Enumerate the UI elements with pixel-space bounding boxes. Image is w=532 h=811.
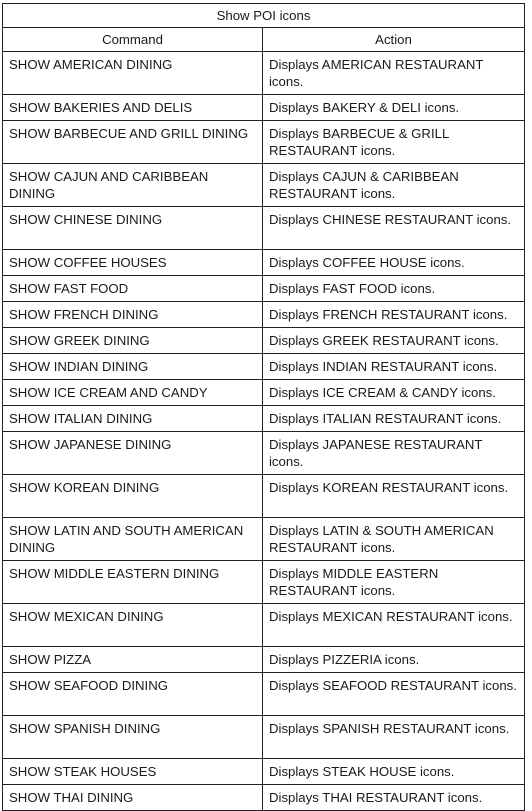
command-cell: SHOW STEAK HOUSES <box>3 759 263 785</box>
action-cell: Displays MEXICAN RESTAURANT icons. <box>263 604 525 647</box>
table-row <box>3 785 525 811</box>
table-row <box>3 673 525 716</box>
command-cell: SHOW ITALIAN DINING <box>3 406 263 432</box>
action-cell: Displays PIZZERIA icons. <box>263 647 525 673</box>
table-row <box>3 164 525 207</box>
command-cell: SHOW COFFEE HOUSES <box>3 250 263 276</box>
action-cell: Displays CHINESE RESTAURANT icons. <box>263 207 525 250</box>
table-row <box>3 207 525 250</box>
command-cell: SHOW AMERICAN DINING <box>3 52 263 95</box>
command-cell: SHOW MIDDLE EASTERN DINING <box>3 561 263 604</box>
action-cell: Displays MIDDLE EASTERN RESTAURANT icons. <box>263 561 525 604</box>
command-cell: SHOW KOREAN DINING <box>3 475 263 518</box>
command-cell: SHOW THAI DINING <box>3 785 263 811</box>
command-cell: SHOW BARBECUE AND GRILL DINING <box>3 121 263 164</box>
column-header-command: Command <box>3 28 263 52</box>
action-cell: Displays ITALIAN RESTAURANT icons. <box>263 406 525 432</box>
action-cell: Displays LATIN & SOUTH AMERICAN RESTAURANT icons. <box>263 518 525 561</box>
table-row <box>3 328 525 354</box>
command-cell: SHOW PIZZA <box>3 647 263 673</box>
column-header-action: Action <box>263 28 525 52</box>
action-cell: Displays THAI RESTAURANT icons. <box>263 785 525 811</box>
table-title-row <box>3 4 525 28</box>
action-cell: Displays KOREAN RESTAURANT icons. <box>263 475 525 518</box>
table-row <box>3 759 525 785</box>
command-cell: SHOW CAJUN AND CARIBBEAN DINING <box>3 164 263 207</box>
action-cell: Displays ICE CREAM & CANDY icons. <box>263 380 525 406</box>
action-cell: Displays FRENCH RESTAURANT icons. <box>263 302 525 328</box>
action-cell: Displays SPANISH RESTAURANT icons. <box>263 716 525 759</box>
table-row <box>3 276 525 302</box>
action-cell: Displays COFFEE HOUSE icons. <box>263 250 525 276</box>
action-cell: Displays FAST FOOD icons. <box>263 276 525 302</box>
table-row <box>3 250 525 276</box>
action-cell: Displays GREEK RESTAURANT icons. <box>263 328 525 354</box>
command-cell: SHOW ICE CREAM AND CANDY <box>3 380 263 406</box>
action-cell: Displays SEAFOOD RESTAURANT icons. <box>263 673 525 716</box>
command-cell: SHOW INDIAN DINING <box>3 354 263 380</box>
command-cell: SHOW BAKERIES AND DELIS <box>3 95 263 121</box>
table-row <box>3 354 525 380</box>
command-cell: SHOW FAST FOOD <box>3 276 263 302</box>
action-cell: Displays AMERICAN RESTAURANT icons. <box>263 52 525 95</box>
table-row <box>3 475 525 518</box>
action-cell: Displays INDIAN RESTAURANT icons. <box>263 354 525 380</box>
table-row <box>3 406 525 432</box>
poi-icons-table-container <box>2 3 524 811</box>
command-cell: SHOW SPANISH DINING <box>3 716 263 759</box>
command-cell: SHOW FRENCH DINING <box>3 302 263 328</box>
action-cell: Displays CAJUN & CARIBBEAN RESTAURANT icons. <box>263 164 525 207</box>
table-row <box>3 604 525 647</box>
table-header-row <box>3 28 525 52</box>
table-row <box>3 432 525 475</box>
action-cell: Displays STEAK HOUSE icons. <box>263 759 525 785</box>
command-cell: SHOW CHINESE DINING <box>3 207 263 250</box>
command-cell: SHOW SEAFOOD DINING <box>3 673 263 716</box>
command-cell: SHOW MEXICAN DINING <box>3 604 263 647</box>
table-row <box>3 380 525 406</box>
action-cell: Displays BARBECUE & GRILL RESTAURANT icons. <box>263 121 525 164</box>
table-row <box>3 121 525 164</box>
action-cell: Displays JAPANESE RESTAURANT icons. <box>263 432 525 475</box>
table-row <box>3 716 525 759</box>
command-cell: SHOW LATIN AND SOUTH AMERICAN DINING <box>3 518 263 561</box>
table-row <box>3 95 525 121</box>
command-cell: SHOW JAPANESE DINING <box>3 432 263 475</box>
table-row <box>3 518 525 561</box>
action-cell: Displays BAKERY & DELI icons. <box>263 95 525 121</box>
command-cell: SHOW GREEK DINING <box>3 328 263 354</box>
table-row <box>3 302 525 328</box>
table-row <box>3 561 525 604</box>
table-row <box>3 52 525 95</box>
table-row <box>3 647 525 673</box>
poi-icons-table <box>2 3 525 811</box>
table-title: Show POI icons <box>3 4 525 28</box>
